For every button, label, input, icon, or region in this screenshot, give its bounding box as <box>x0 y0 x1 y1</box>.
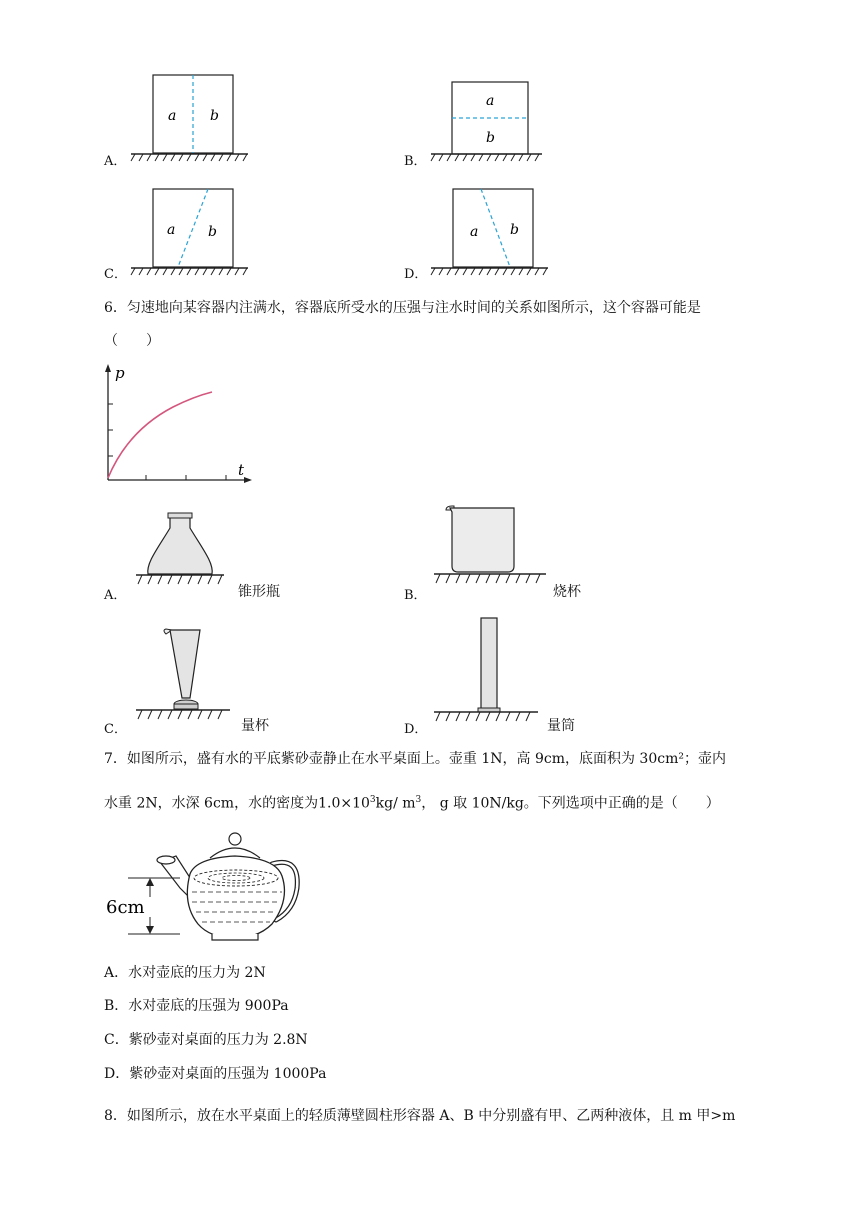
q6-option-b-name: 烧杯 <box>553 584 581 600</box>
q7-option-c: C．紫砂壶对桌面的压力为 2.8N <box>104 1032 308 1048</box>
q7-density-value: 1.0×10 <box>318 795 370 812</box>
q7-density-unit-exp: 3 <box>415 795 422 805</box>
q6-pressure-curve <box>108 392 212 478</box>
q5-option-b-figure <box>428 70 548 165</box>
q7-stem-line1: 7．如图所示，盛有水的平底紫砂壶静止在水平桌面上。壶重 1N，高 9cm，底面积为 30cm²；壶内 <box>104 751 726 767</box>
q6-option-a-name: 锥形瓶 <box>238 584 280 600</box>
q5-option-c-letter: C． <box>104 267 127 282</box>
q5-a-left-label: a <box>168 108 177 124</box>
q5-b-bottom-label: b <box>486 130 495 146</box>
q5-c-right-label: b <box>208 224 217 240</box>
q6-graph-ylabel: p <box>115 364 125 382</box>
q5-b-top-label: a <box>486 93 495 109</box>
q7-stem-line2-b: ， g 取 10N/kg。下列选项中正确的是（ ） <box>421 795 720 812</box>
q6-option-c-letter: C． <box>104 722 127 737</box>
q5-d-right-label: b <box>510 222 519 238</box>
q7-option-a: A．水对壶底的压力为 2N <box>104 965 266 981</box>
q7-density-exp: 3 <box>369 795 376 805</box>
q6-option-d-letter: D． <box>404 722 428 737</box>
q7-teapot-figure <box>100 830 305 948</box>
q5-option-b-letter: B． <box>404 154 427 169</box>
q7-option-d: D．紫砂壶对桌面的压强为 1000Pa <box>104 1066 327 1082</box>
q6-stem: 6．匀速地向某容器内注满水，容器底所受水的压强与注水时间的关系如图所示，这个容器可能是 <box>104 300 701 316</box>
q7-figure-depth-label: 6cm <box>106 897 145 918</box>
q6-beaker-figure <box>432 502 550 594</box>
q6-answer-paren: （ ） <box>104 333 160 349</box>
q6-option-d-name: 量筒 <box>547 718 575 734</box>
q5-a-right-label: b <box>210 108 219 124</box>
q6-conical-flask-figure <box>132 508 228 594</box>
q6-graduated-cylinder-figure <box>432 614 542 724</box>
q8-stem-line1: 8．如图所示，放在水平桌面上的轻质薄壁圆柱形容器 A、B 中分别盛有甲、乙两种液体，且 m 甲>m <box>104 1108 736 1124</box>
q6-option-c-name: 量杯 <box>241 718 269 734</box>
q5-d-left-label: a <box>470 224 479 240</box>
q5-c-left-label: a <box>167 222 176 238</box>
q6-measuring-cup-figure <box>132 624 232 728</box>
q5-option-d-letter: D． <box>404 267 428 282</box>
q6-pressure-time-graph <box>98 362 258 490</box>
q6-option-b-letter: B． <box>404 588 427 603</box>
q5-option-d-figure <box>426 184 556 279</box>
q6-graph-xlabel: t <box>238 461 245 479</box>
q7-option-b: B．水对壶底的压强为 900Pa <box>104 998 289 1014</box>
q7-density-unit: kg/ m <box>375 795 416 812</box>
q7-stem-line2-a: 水重 2N，水深 6cm，水的密度为 <box>104 795 319 812</box>
q6-option-a-letter: A． <box>104 588 127 603</box>
q7-stem-line2 <box>104 790 720 814</box>
q5-option-a-letter: A． <box>104 154 127 169</box>
q5-option-a-figure <box>126 70 256 165</box>
q5-option-c-figure <box>126 184 256 279</box>
